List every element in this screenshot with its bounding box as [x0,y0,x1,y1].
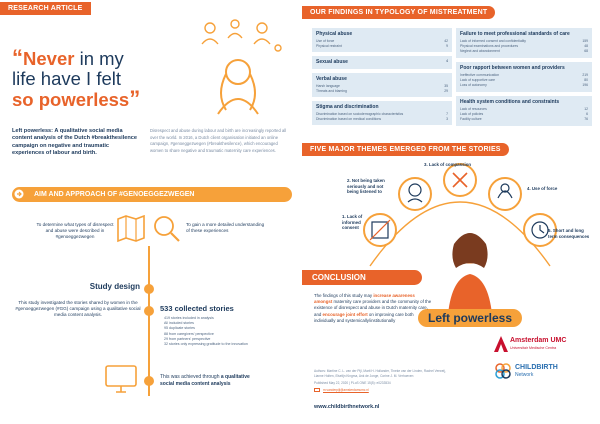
finding-row: Neglect and abandonment 68 [460,49,588,53]
mail-icon [314,388,320,392]
study-design-text: This study investigated the stories shared by women in the #genoeggezwegen (#GG) campaign using a qualitative social media content analysis. [15,300,141,317]
childbirth-network-logo-icon [494,362,512,380]
childbirth-logo-text: CHILDBIRTH [515,364,558,371]
email-link[interactable]: m.vanderpijl@amsterdamumc.nl [323,387,369,392]
email-row [314,388,454,393]
study-design-heading: Study design [89,282,140,291]
stories-list [164,316,274,347]
timeline-dot-2 [144,306,154,316]
open-quote: “ [12,45,23,70]
finding-heading: Sexual abuse 4 [316,59,448,65]
finding-row: Lack of supportive care 80 [460,78,588,82]
finding-box-health-system [456,96,592,126]
intro-paragraph: Disrespect and abuse during labour and birth are increasingly reported all over the world. In 2016, a Dutch client organisation initiated an online campaign, #genoeggezwegen (#breakthesilence), which encouraged women to share negative and traumatic maternity care experiences. [150,128,287,153]
finding-row: Physical examinations and procedures 48 [460,44,588,48]
finding-row: Harsh language 35 [316,84,448,88]
theme-3-label: 3. Lack of compassion [424,162,472,167]
arrow-icon [14,189,24,199]
quote-emphasis: Never [23,48,75,69]
finding-box-physical [312,28,452,52]
themes-title: FIVE MAJOR THEMES EMERGED FROM THE STORIES [302,143,509,156]
finding-box-verbal [312,73,452,97]
article-subtitle: Left powerless: A qualitative social media content analysis of the Dutch #breakthesilence campaign on negative and traumatic experiences of labour and birth. [12,128,137,157]
magnifier-icon [152,214,182,244]
finding-row: Discrimination based on sociodemographic characteristics 7 [316,112,448,116]
stories-item: All included stories [164,321,194,326]
published-text: Published May 22, 2020 | PLoS ONE 15(5): e0233534 [314,381,391,386]
finding-heading: Poor rapport between women and providers [460,65,565,71]
conclusion-title: CONCLUSION [302,270,422,285]
finding-row: Loss of autonomy 196 [460,83,588,87]
finding-heading: Health system conditions and constraints [460,99,560,105]
authors-block [314,369,454,392]
theme-2-label: 2. Not being taken seriously and not being listened to [347,178,385,195]
stories-item: 95 duplicate stories [164,326,195,331]
aim-left-text: To determine what types of disrespect and abuse were described in #genoeggezwegen [36,222,114,239]
timeline-line [148,246,150,396]
network-logo-text: Network [515,372,534,378]
timeline-dot-1 [144,284,154,294]
authors-text: Authors: Martine C. L. van der Pijl, Marit H. Hollander, Tineke van der Linden, Rachel Verweij, Lianne Holten, Elselijn Kingma, Ank de Jonge, Corine J. M. Verhoeven [314,369,446,378]
quote-line-2: life have I felt [12,68,122,89]
finding-box-rapport [456,62,592,92]
finding-row: Physical restraint 9 [316,44,448,48]
theme-4-label: 4. Use of force [527,186,558,191]
stories-heading: 533 collected stories [160,304,234,313]
stories-item: 88 from caregivers' perspective [164,331,214,336]
finding-row: Lack of resources 12 [460,107,588,111]
finding-row: Threats and blaming 29 [316,89,448,93]
amsterdam-umc-subtitle: Universitair Medische Centra [510,346,557,350]
stories-item: 419 stories included in analysis [164,316,214,320]
finding-row: Discrimination based on medical conditions 3 [316,117,448,121]
monitor-icon [104,364,138,394]
theme-5-label: 5. Short and long term consequences [548,228,590,239]
finding-row: Lack of policies 6 [460,112,588,116]
finding-row: Facility culture 76 [460,117,588,121]
conclusion-text: The findings of this study may increase awareness amongst maternity care providers and the community of the existence of disrespect and abuse in Dutch maternity care, and encourage joint effort on improving care both individually and systemically/institutionally [314,293,432,323]
finding-heading: Stigma and discrimination [316,104,379,110]
finding-heading: Failure to meet professional standards of care [460,31,570,37]
timeline-dot-3 [144,376,154,386]
quote-line-1: in my [74,48,124,69]
research-article-tag: RESEARCH ARTICLE [0,2,91,15]
findings-title: OUR FINDINGS IN TYPOLOGY OF MISTREATMENT [302,6,495,19]
finding-row: Use of force 42 [316,39,448,43]
left-powerless-banner: Left powerless [418,309,522,327]
care-icons-illustration [190,14,290,122]
finding-row: Ineffective communication 219 [460,73,588,77]
map-icon [116,215,146,243]
quote-line-3: so powerless [12,89,130,110]
amsterdam-umc-logo-icon [494,336,508,352]
finding-box-standards [456,28,592,58]
finding-row: Lack of informed consent and confidentiality 159 [460,39,588,43]
achieved-lead: This was achieved through [160,374,220,380]
aim-section-title: AIM AND APPROACH OF #GENOEGGEZWEGEN [12,187,292,202]
finding-box-sexual [312,56,452,69]
stories-item: 32 stories only expressing gratitude to the innovation [164,342,248,347]
headline-quote [12,45,182,111]
aim-right-text: To gain a more detailed understanding of these experiences [186,222,265,233]
achieved-method: a qualitative social media content analysis [160,374,250,387]
theme-1-label: 1. Lack of informed consent [342,214,363,231]
finding-heading: Physical abuse [316,31,353,37]
finding-box-stigma [312,101,452,125]
woman-illustration [430,230,510,314]
website-url[interactable]: www.childbirthnetwork.nl [314,404,380,410]
stories-item: 29 from partners' perspective [164,336,211,341]
achieved-text [160,374,260,387]
close-quote: ” [129,86,141,111]
finding-heading: Verbal abuse [316,76,347,82]
amsterdam-umc-logo-text: Amsterdam UMC [510,337,567,344]
